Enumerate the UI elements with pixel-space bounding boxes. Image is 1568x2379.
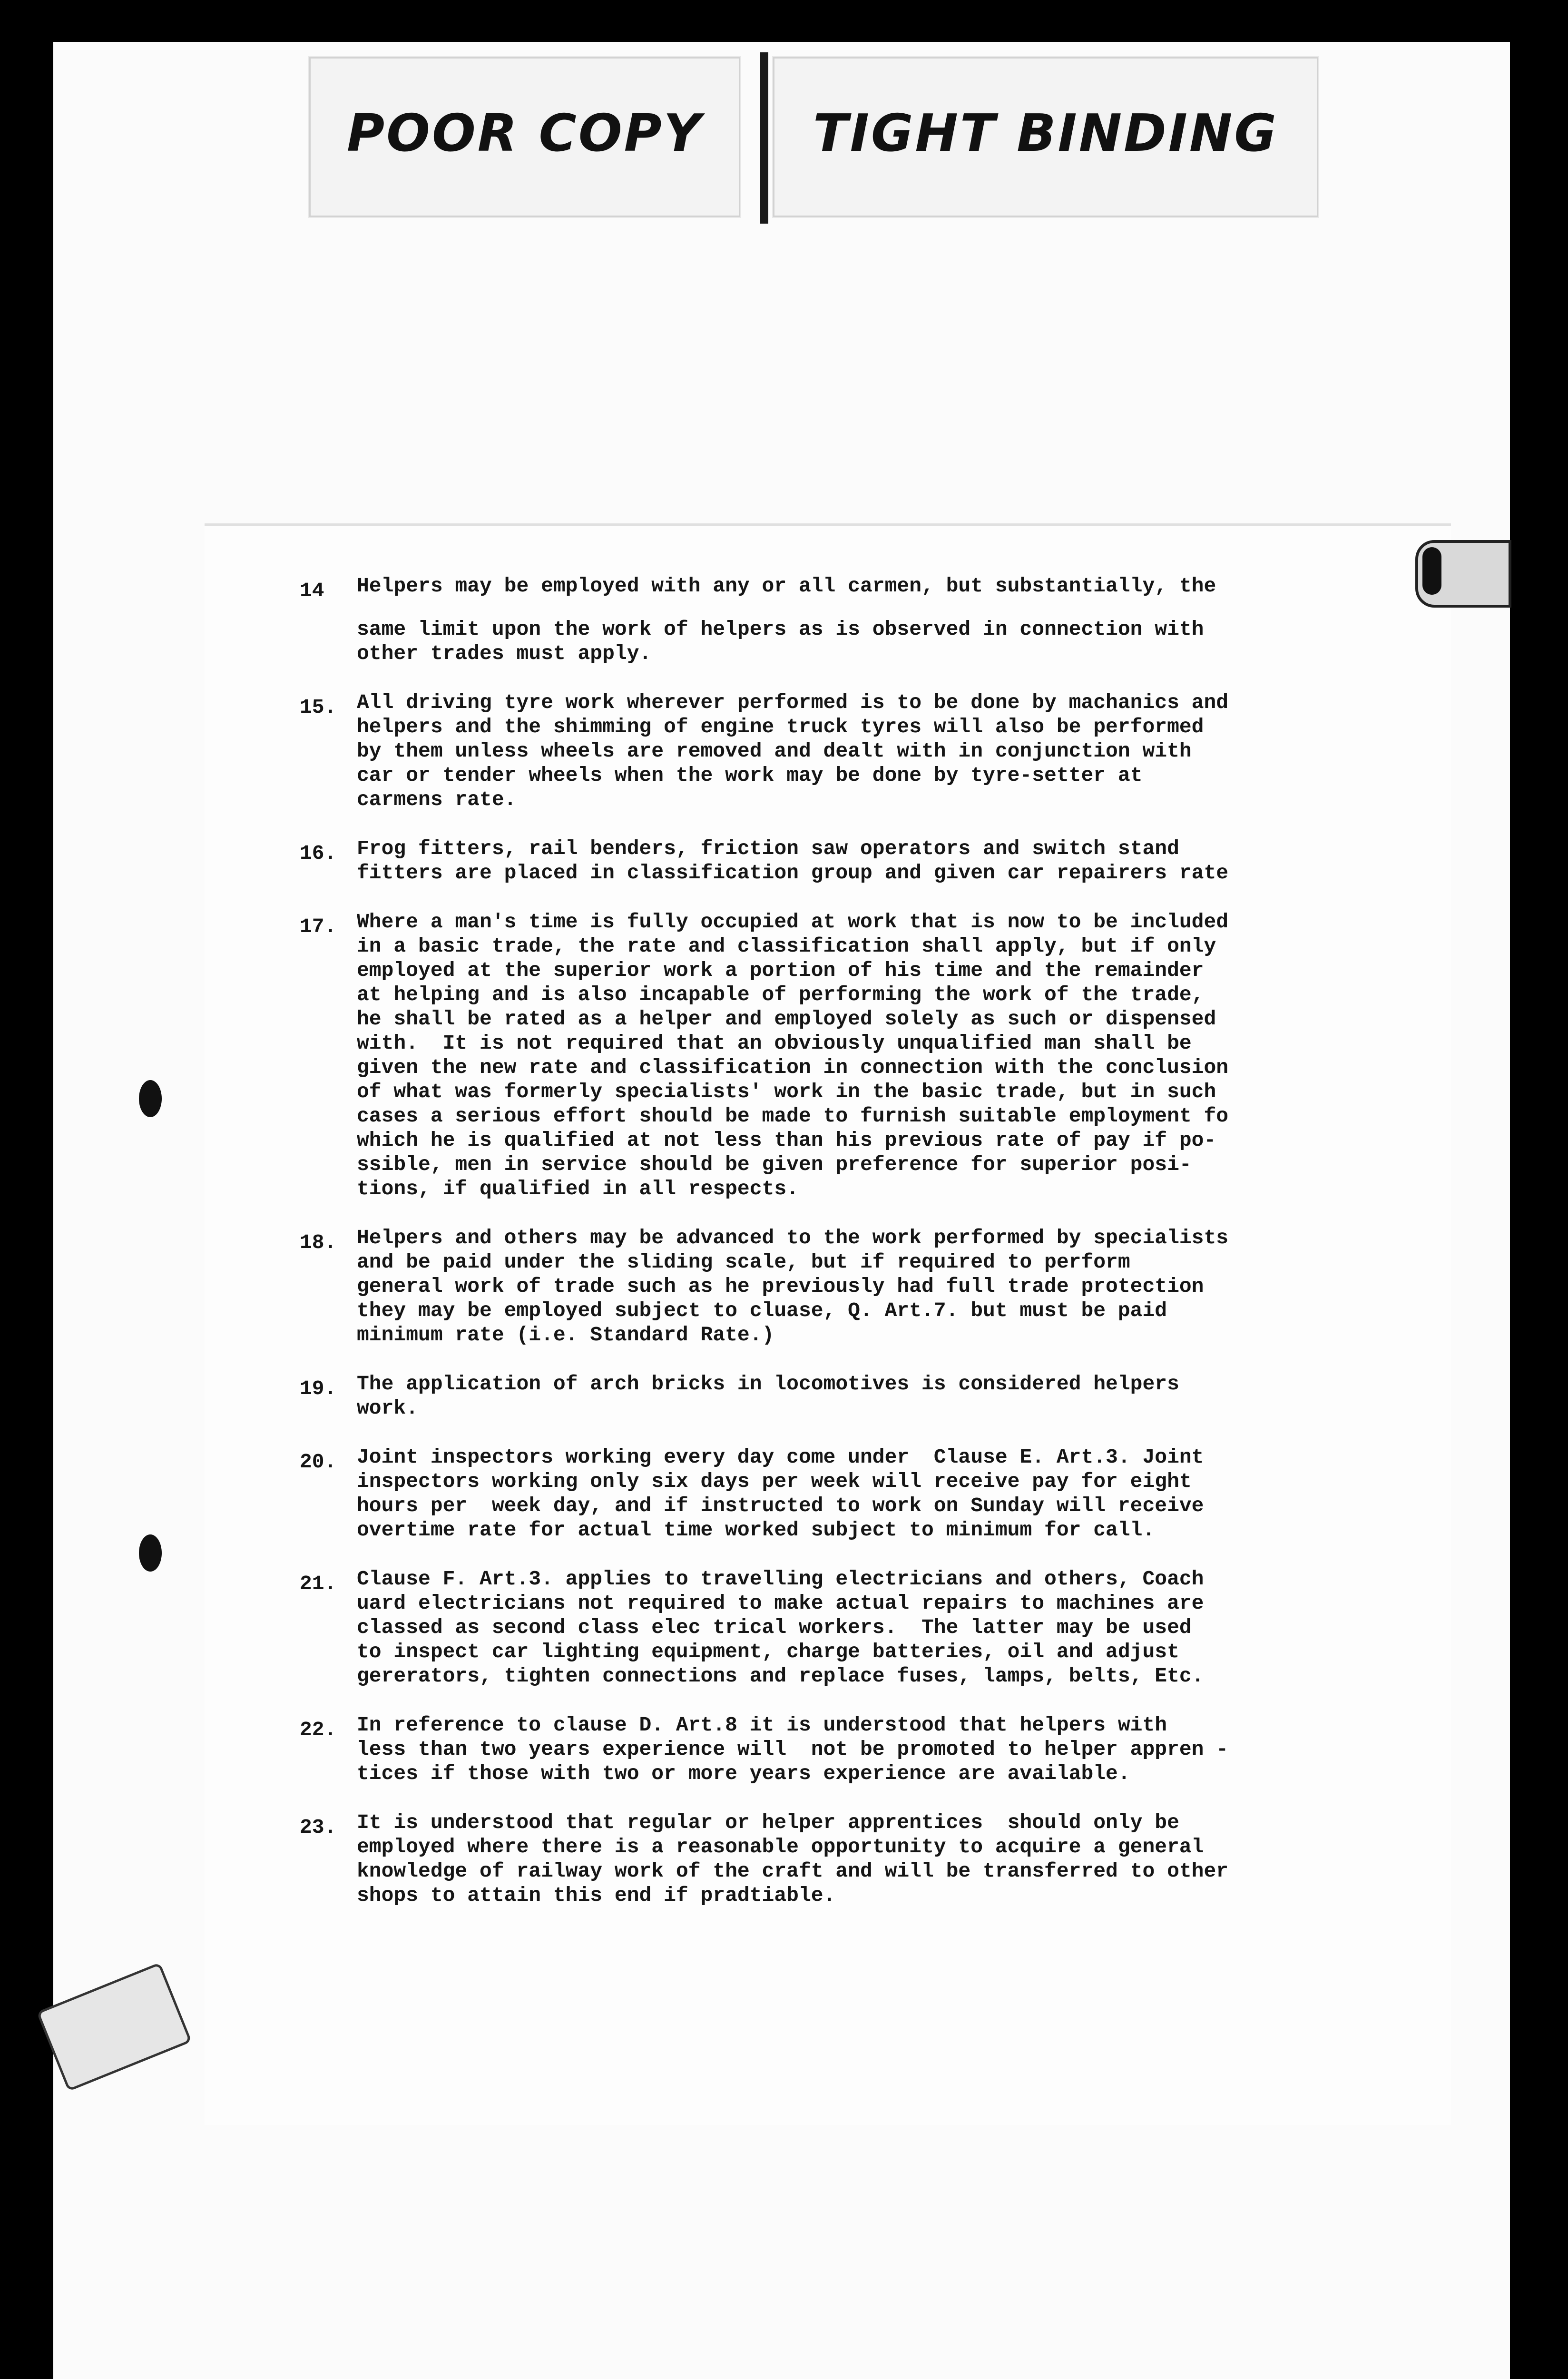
poor-copy-label	[309, 57, 740, 217]
clause-text-line: uard electricians not required to make actual repairs to machines are	[357, 1592, 1204, 1615]
clause-item	[300, 1445, 1418, 1542]
clause-text-line: shops to attain this end if pradtiable.	[357, 1884, 836, 1907]
clause-number: 22.	[300, 1718, 337, 1741]
clause-text-line: Helpers and others may be advanced to the work performed by specialists	[357, 1226, 1229, 1249]
clause-text-line: knowledge of railway work of the craft and will be transferred to other	[357, 1859, 1229, 1883]
clause-text-line: classed as second class elec trical workers. The latter may be used	[357, 1616, 1192, 1639]
punch-hole-top	[139, 1080, 162, 1117]
clause-text-line: ssible, men in service should be given preference for superior posi-	[357, 1153, 1192, 1176]
tight-binding-label	[773, 57, 1318, 217]
clause-text-line: he shall be rated as a helper and employed solely as such or dispensed	[357, 1007, 1216, 1031]
clause-text-line: hours per week day, and if instructed to work on Sunday will receive	[357, 1494, 1204, 1517]
clause-text-line: by them unless wheels are removed and dealt with in conjunction with	[357, 739, 1192, 763]
clause-item	[300, 574, 1418, 666]
clause-text-line: employed where there is a reasonable opportunity to acquire a general	[357, 1835, 1204, 1858]
clause-text-line: fitters are placed in classification group and given car repairers rate	[357, 861, 1229, 885]
clause-item	[300, 836, 1418, 885]
clause-text-line: minimum rate (i.e. Standard Rate.)	[357, 1323, 774, 1347]
clause-text-line: less than two years experience will not be promoted to helper appren -	[357, 1738, 1229, 1761]
clause-text-line: carmens rate.	[357, 788, 517, 811]
clause-number: 15.	[300, 696, 337, 719]
clause-text-line: All driving tyre work wherever performed is to be done by machanics and	[357, 691, 1229, 714]
clause-item	[300, 1713, 1418, 1786]
poor-copy-text: POOR COPY	[347, 104, 703, 163]
binding-tab-clip	[1422, 547, 1441, 595]
tight-binding-text: TIGHT BINDING	[813, 104, 1278, 163]
clause-text-line: same limit upon the work of helpers as is observed in connection with	[357, 618, 1204, 641]
clause-text-line: and be paid under the sliding scale, but if required to perform	[357, 1250, 1130, 1274]
clause-item	[300, 1372, 1418, 1420]
clause-number: 20.	[300, 1450, 337, 1474]
clause-number: 21.	[300, 1572, 337, 1595]
clause-number: 16.	[300, 842, 337, 865]
clause-text-line: general work of trade such as he previously had full trade protection	[357, 1275, 1204, 1298]
clause-text-line: which he is qualified at not less than his previous rate of pay if po-	[357, 1129, 1216, 1152]
clause-text-line: to inspect car lighting equipment, charge batteries, oil and adjust	[357, 1640, 1179, 1663]
clause-text-line: given the new rate and classification in connection with the conclusion	[357, 1056, 1229, 1079]
clause-text-line: Helpers may be employed with any or all carmen, but substantially, the	[357, 574, 1216, 598]
clause-text-line: helpers and the shimming of engine truck tyres will also be performed	[357, 715, 1204, 738]
clause-text-line: inspectors working only six days per week will receive pay for eight	[357, 1470, 1192, 1493]
clause-text-line: car or tender wheels when the work may be done by tyre-setter at	[357, 764, 1143, 787]
clause-text-line: overtime rate for actual time worked subject to minimum for call.	[357, 1518, 1155, 1542]
clause-text-line: tices if those with two or more years experience are available.	[357, 1762, 1130, 1785]
clause-item	[300, 910, 1418, 1201]
clause-item	[300, 1567, 1418, 1688]
clause-text-line: Frog fitters, rail benders, friction saw operators and switch stand	[357, 837, 1179, 860]
clause-text-line: It is understood that regular or helper apprentices should only be	[357, 1811, 1179, 1834]
clause-text-line: The application of arch bricks in locomotives is considered helpers	[357, 1372, 1179, 1396]
clause-text-line: In reference to clause D. Art.8 it is understood that helpers with	[357, 1713, 1167, 1737]
clause-number: 17.	[300, 915, 337, 938]
clause-text-line: work.	[357, 1396, 419, 1420]
clause-item	[300, 690, 1418, 812]
clause-number: 19.	[300, 1377, 337, 1400]
clause-text-line: with. It is not required that an obviously unqualified man shall be	[357, 1032, 1192, 1055]
clause-text-line: in a basic trade, the rate and classification shall apply, but if only	[357, 934, 1216, 958]
clause-text-line: at helping and is also incapable of performing the work of the trade,	[357, 983, 1204, 1006]
clause-text-line: Clause F. Art.3. applies to travelling electricians and others, Coach	[357, 1567, 1204, 1591]
clause-number: 14	[300, 579, 324, 602]
clause-text-line: employed at the superior work a portion of his time and the remainder	[357, 959, 1204, 982]
clause-list	[300, 574, 1418, 1932]
clause-item	[300, 1810, 1418, 1907]
label-divider	[760, 52, 768, 224]
clause-text-line: Where a man's time is fully occupied at work that is now to be included	[357, 910, 1229, 934]
clause-text-line: cases a serious effort should be made to furnish suitable employment fo	[357, 1104, 1229, 1128]
typed-page	[205, 523, 1451, 2125]
clause-text-line: gererators, tighten connections and replace fuses, lamps, belts, Etc.	[357, 1664, 1204, 1688]
clause-number: 18.	[300, 1231, 337, 1254]
clause-item	[300, 1226, 1418, 1347]
clause-text-line: they may be employed subject to cluase, Q. Art.7. but must be paid	[357, 1299, 1167, 1322]
clause-text-line: Joint inspectors working every day come under Clause E. Art.3. Joint	[357, 1445, 1204, 1469]
clause-text-line: tions, if qualified in all respects.	[357, 1177, 799, 1200]
clause-text-line: of what was formerly specialists' work in the basic trade, but in such	[357, 1080, 1216, 1103]
clause-text-line: other trades must apply.	[357, 642, 652, 665]
punch-hole-bottom	[139, 1534, 162, 1572]
clause-number: 23.	[300, 1816, 337, 1839]
